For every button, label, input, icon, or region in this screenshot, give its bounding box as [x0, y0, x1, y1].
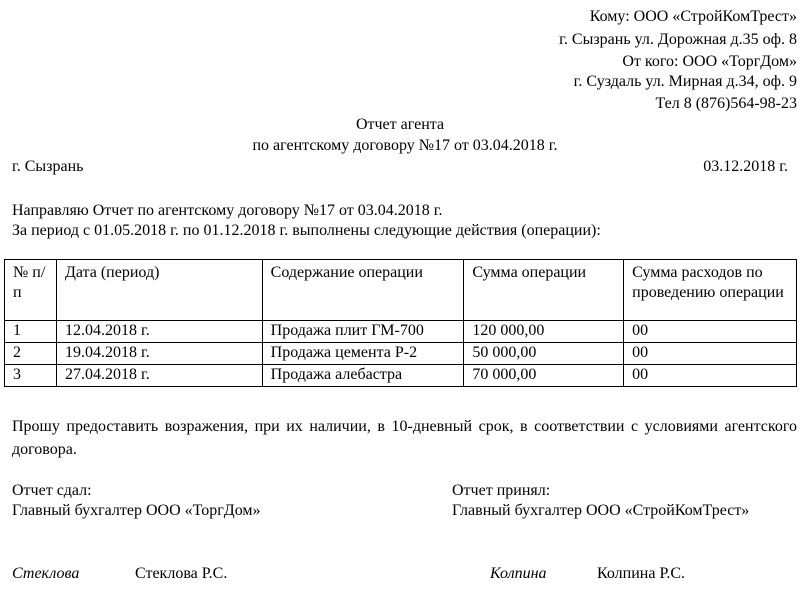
row-date: 19.04.2018 г.: [56, 343, 262, 365]
document-title: Отчет агента: [355, 116, 445, 133]
operations-table: [4, 259, 797, 387]
left-signer-label: Отчет сдал:: [12, 482, 92, 499]
document-date: 03.12.2018 г.: [703, 158, 788, 175]
table-row: [5, 343, 797, 365]
table-row: [5, 321, 797, 343]
sender-line: От кого: ООО «ТоргДом»: [622, 53, 797, 70]
row-expenses: 00: [624, 343, 797, 365]
column-header-date: Дата (период): [56, 260, 262, 321]
column-header-content: Содержание операции: [262, 260, 464, 321]
intro-line-2: За период с 01.05.2018 г. по 01.12.2018 г. выполнены следующие действия (операции):: [12, 222, 601, 239]
row-number: 2: [5, 343, 57, 365]
row-expenses: 00: [624, 365, 797, 387]
place: г. Сызрань: [12, 158, 84, 175]
left-signature: Стеклова: [12, 565, 80, 582]
left-signer-position: Главный бухгалтер ООО «ТоргДом»: [12, 502, 261, 519]
row-amount: 120 000,00: [464, 321, 624, 343]
right-signer-position: Главный бухгалтер ООО «СтройКомТрест»: [452, 502, 750, 519]
row-expenses: 00: [624, 321, 797, 343]
row-date: 12.04.2018 г.: [56, 321, 262, 343]
row-number: 3: [5, 365, 57, 387]
request-paragraph: Прошу предоставить возражения, при их наличии, в 10-дневный срок, в соответствии с условиями агентского договора.: [12, 418, 797, 458]
row-content: Продажа цемента Р-2: [262, 343, 464, 365]
row-date: 27.04.2018 г.: [56, 365, 262, 387]
row-content: Продажа алебастра: [262, 365, 464, 387]
intro-line-1: Направляю Отчет по агентскому договору №17 от 03.04.2018 г.: [12, 202, 443, 219]
row-amount: 70 000,00: [464, 365, 624, 387]
right-signer-label: Отчет принял:: [452, 482, 551, 499]
document-subtitle: по агентскому договору №17 от 03.04.2018 г.: [252, 137, 558, 154]
column-header-expenses: Сумма расходов по проведению операции: [624, 260, 797, 321]
row-content: Продажа плит ГМ-700: [262, 321, 464, 343]
table-row: [5, 365, 797, 387]
table-header-row: [5, 260, 797, 321]
sender-phone: Тел 8 (876)564-98-23: [655, 95, 797, 112]
left-signer-name: Стеклова Р.С.: [135, 565, 228, 582]
sender-address: г. Суздаль ул. Мирная д.34, оф. 9: [573, 73, 797, 90]
recipient-line: Кому: ООО «СтройКомТрест»: [589, 8, 797, 25]
column-header-amount: Сумма операции: [464, 260, 624, 321]
right-signature: Колпина: [490, 565, 547, 582]
recipient-address: г. Сызрань ул. Дорожная д.35 оф. 8: [559, 31, 797, 48]
row-number: 1: [5, 321, 57, 343]
row-amount: 50 000,00: [464, 343, 624, 365]
right-signer-name: Колпина Р.С.: [597, 565, 686, 582]
column-header-number: № п/п: [5, 260, 57, 321]
